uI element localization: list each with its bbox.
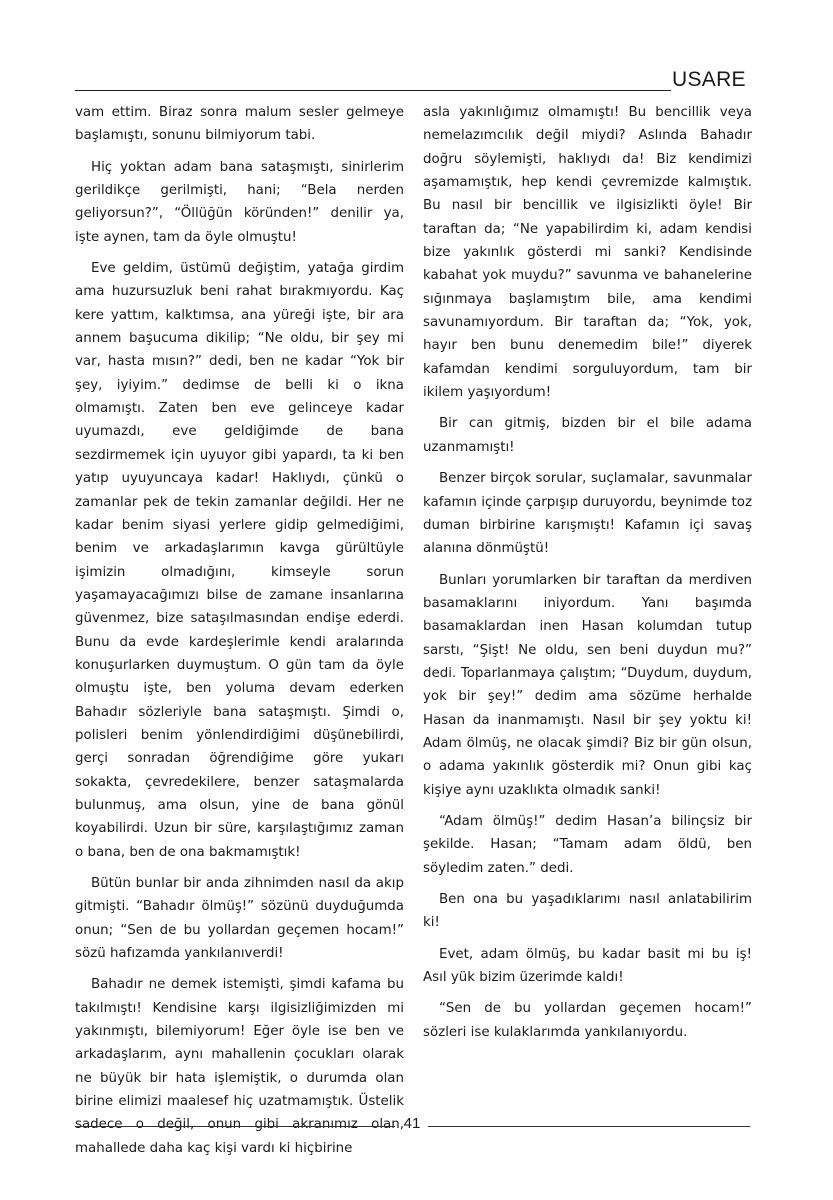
paragraph: Eve geldim, üstümü değiştim, yatağa girdim ama huzursuzluk beni rahat bırakmıyordu. Kaç kere yattım, kalktımsa, ana yüreği işte, bir ara annem başucuma dikilip; “Ne oldu, bir şey mi var, hasta mısın?” dedi, ben ne kadar “Yok bir şey, iyiyim.” dedimse de belli ki o ikna olmamıştı. Zaten ben eve gelinceye kadar uyumazdı, eve geldiğimde de bana sezdirmemek için uyuyor gibi yapardı, ta ki ben yatıp uyuyuncaya kadar! Haklıydı, çünkü o zamanlar pek de tekin zamanlar değildi. Her ne kadar benim siyasi yerlere gidip gelmediğimi, benim ve arkadaşlarımın kavga gürültüyle işimizin olmadığını, kimseyle sorun yaşamayacağımızı bilse de zamane insanlarına güvenmez, bize sataşılmasından endişe ederdi. Bunu da evde kardeşlerimle kendi aralarında konuşurlarken duymuştum. O gün tam da öyle olmuştu işte, ben yoluma devam ederken Bahadır sözleriyle bana sataşmıştı. Şimdi o, polisleri benim yönlendirdiğimi düşünebilirdi, gerçi sonradan öğrendiğime göre yukarı sokakta, çevredekilere, benzer sataşmalarda bulunmuş, ama olsun, yine de bana gönül koyabilirdi. Uzun bir süre, karşılaştığımız zaman o bana, ben de ona bakmamıştık!	[75, 261, 404, 860]
paragraph: Bütün bunlar bir anda zihnimden nasıl da akıp gitmişti. “Bahadır ölmüş!” sözünü duyduğumda onun; “Sen de bu yollardan geçemen hocam!” sözü hafızamda yankılanıverdi!	[75, 876, 404, 962]
page-number: 41	[403, 1115, 421, 1132]
footer-rule-left	[75, 1126, 395, 1127]
paragraph: Ben ona bu yaşadıklarımı nasıl anlatabilirim ki!	[423, 892, 752, 931]
paragraph: “Adam ölmüş!” dedim Hasan’a bilinçsiz bir şekilde. Hasan; “Tamam adam öldü, ben söyledim zaten.” dedi.	[423, 813, 752, 876]
paragraph: vam ettim. Biraz sonra malum sesler gelmeye başlamıştı, sonunu bilmiyorum tabi.	[75, 105, 404, 144]
paragraph: asla yakınlığımız olmamıştı! Bu bencillik veya nemelazımcılık değil miydi? Aslında Bahadır doğru söylemişti, haklıydı da! Biz kendimizi aşamamıştık, hep kendi çevremizde kalmıştık. Bu nasıl bir bencillik ve ilgisizlikti öyle! Bir taraftan da; “Ne yapabilirdim ki, adam kendisi bize yakınlık gösterdi mi sanki? Kendisinde kabahat yok muydu?” savunma ve bahanelerine sığınmaya başlamıştım bile, ama kendimi savunamıyordum. Bir taraftan da; “Yok, yok, hayır ben bunu denemedim bile!” diyerek kafamdan kendimi sorguluyordum, tam bir ikilem yaşıyordum!	[423, 105, 752, 401]
header-rule	[75, 90, 671, 91]
left-column	[75, 101, 404, 1168]
paragraph: Hiç yoktan adam bana sataşmıştı, sinirlerim gerildikçe gerilmişti, hani; “Bela nerden geliyorsun?”, “Öllüğün köründen!” denilir ya, işte aynen, tam da öyle olmuştu!	[75, 159, 404, 245]
footer-rule-right	[428, 1126, 750, 1127]
paragraph: “Sen de bu yollardan geçemen hocam!” sözleri ise kulaklarımda yankılanıyordu.	[423, 1001, 752, 1040]
paragraph: Bahadır ne demek istemişti, şimdi kafama bu takılmıştı! Kendisine karşı ilgisizliğimizden mi yakınmıştı, bilemiyorum! Eğer öyle ise ben ve arkadaşlarım, aynı mahallenin çocukları olarak ne büyük bir hata işlemiştik, o durumda olan birine elimizi maalesef hiç uzatmamıştık. Üstelik sadece o değil, onun gibi akranımız olan, mahallede daha kaç kişi vardı ki hiçbirine	[75, 977, 404, 1156]
paragraph: Bunları yorumlarken bir taraftan da merdiven basamaklarını iniyordum. Yanı başımda basamaklardan inen Hasan kolumdan tutup sarstı, “Şişt! Ne oldu, sen beni duydun mu?” dedi. Toparlanmaya çalıştım; “Duydum, duydum, yok bir şey!” dedim ama sözüme herhalde Hasan da inanmamıştı. Nasıl bir şey yoktu ki! Adam ölmüş, ne olacak şimdi? Biz bir gün olsun, o adama yakınlık gösterdik mi? Onun gibi kaç kişiye aynı uzaklıkta olmadık sanki!	[423, 572, 752, 798]
right-column	[423, 101, 752, 1052]
paragraph: Benzer birçok sorular, suçlamalar, savunmalar kafamın içinde çarpışıp duruyordu, beynimde toz duman birbirine karışmıştı! Kafamın içi savaş alanına dönmüştü!	[423, 471, 752, 557]
paragraph: Evet, adam ölmüş, bu kadar basit mi bu iş! Asıl yük bizim üzerimde kaldı!	[423, 946, 752, 986]
journal-title: USARE	[672, 68, 746, 91]
paragraph: Bir can gitmiş, bizden bir el bile adama uzanmamıştı!	[423, 416, 752, 455]
